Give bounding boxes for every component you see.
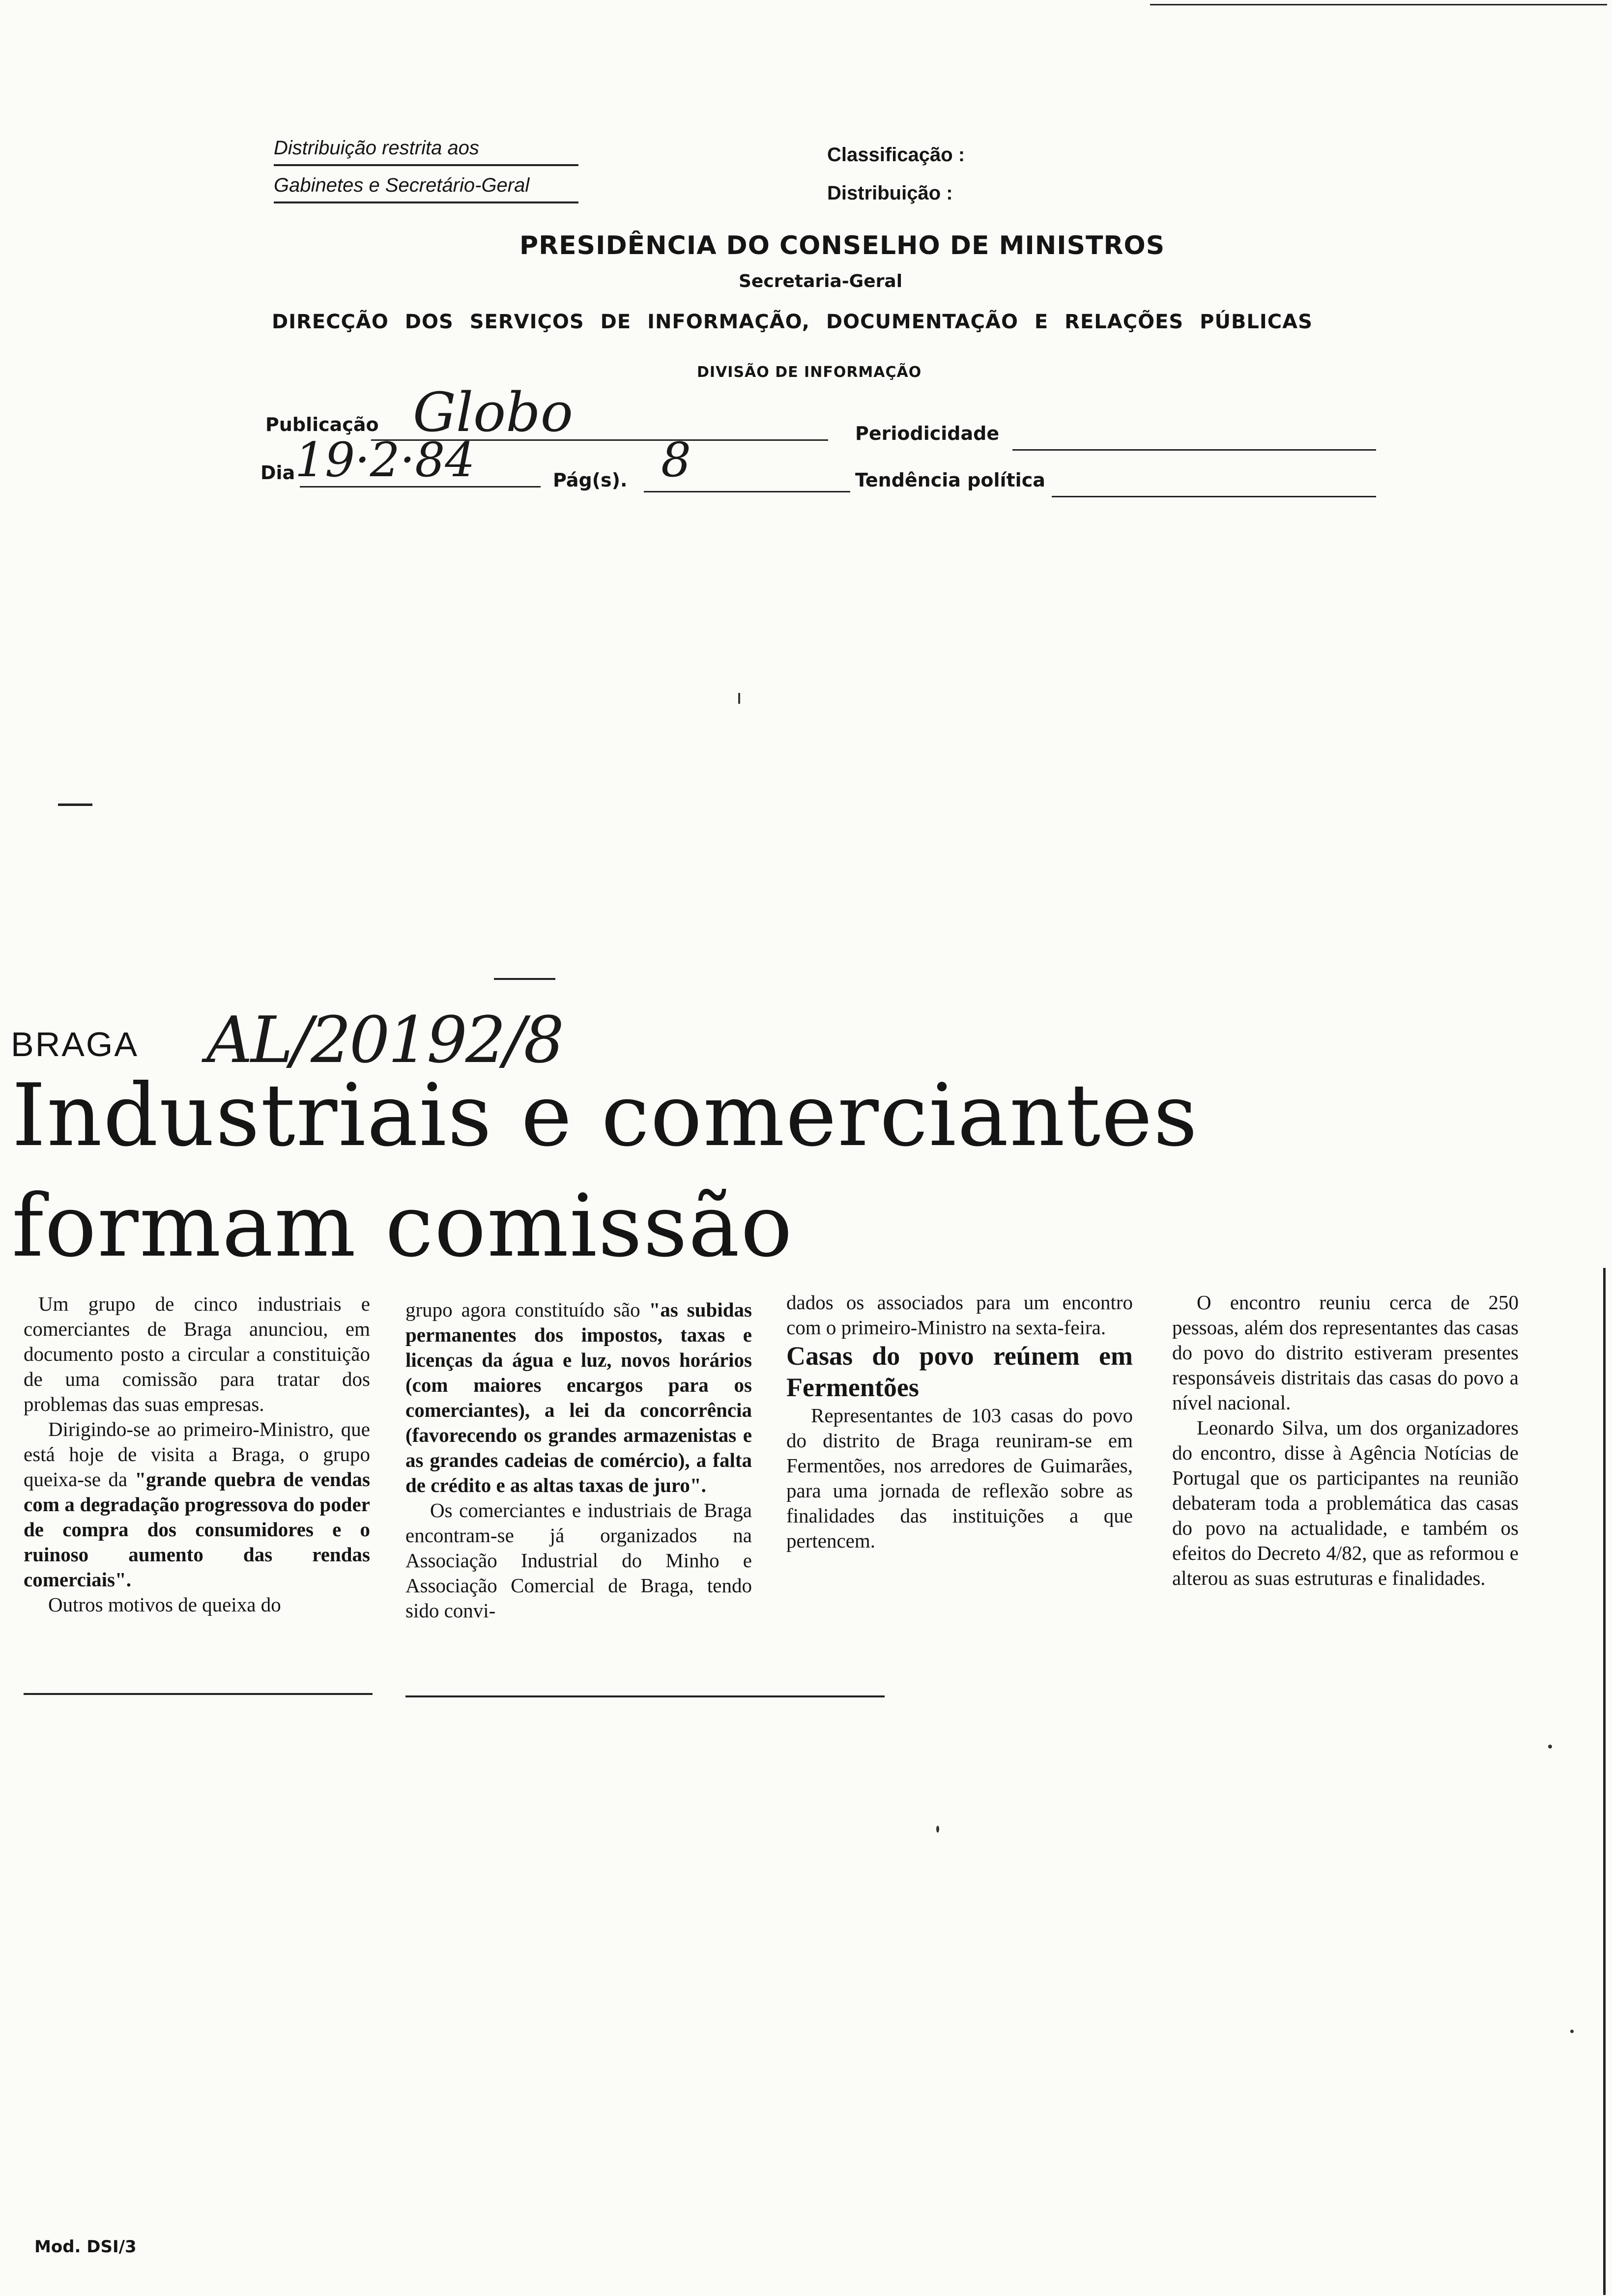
pages-label: Pág(s).	[553, 469, 628, 491]
article-headline-line-1: Industriais e comerciantes	[12, 1066, 1199, 1166]
column-3-paragraph-2: Representantes de 103 casas do povo do distrito de Braga reuniram-se em Fermentões, nos arredores de Guimarães, para uma jornada de reflexão sobre as finalidades das instituições a que pertencem.	[786, 1404, 1133, 1552]
stray-dash-mark	[58, 804, 92, 806]
day-label: Dia	[260, 462, 295, 484]
restricted-distribution-note	[274, 133, 578, 207]
column-2-paragraph-1	[405, 1297, 752, 1498]
organization-title: PRESIDÊNCIA DO CONSELHO DE MINISTROS	[519, 231, 1165, 260]
article-column-4	[1172, 1290, 1519, 1591]
column-1-quote-bold: "grande quebra de vendas com a degradação progressova do poder de compra dos consumidores e o ruinoso aumento das rendas comerciais".	[24, 1468, 370, 1591]
column-3-paragraph-1: dados os associados para um encontro com o primeiro-Ministro na sexta-feira.	[786, 1291, 1133, 1339]
column-2-paragraph-2: Os comerciantes e industriais de Braga encontram-se já organizados na Associação Industrial do Minho e Associação Comercial de Braga, tendo sido convi-	[405, 1499, 752, 1622]
column-2-bottom-rule	[405, 1695, 885, 1697]
publication-handwritten-value: Globo	[413, 381, 573, 444]
article-column-3	[786, 1290, 1133, 1553]
day-handwritten-value: 19·2·84	[295, 432, 475, 488]
division-title: DIVISÃO DE INFORMAÇÃO	[697, 364, 922, 381]
article-kicker: BRAGA	[11, 1025, 139, 1063]
column-4-paragraph-1: O encontro reuniu cerca de 250 pessoas, além dos representantes das casas do povo do distrito estiveram presentes responsáveis distritais das casas do povo a nível nacional.	[1172, 1291, 1519, 1414]
article-headline-line-2: formam comissão	[12, 1177, 794, 1276]
tendency-underline	[1052, 494, 1376, 497]
column-2-quote-bold: "as subidas permanentes dos impostos, taxas e licenças da água e luz, novos horários (com maiores encargos para os comerciantes), a lei da concorrência (favorecendo os grandes armazenistas e as grandes cadeias de comércio), a falta de crédito e as altas taxas de juro".	[405, 1298, 752, 1496]
scan-right-edge	[1603, 1268, 1606, 2295]
pages-handwritten-value: 8	[661, 432, 691, 488]
form-code: Mod. DSI/3	[34, 2237, 137, 2257]
column-2-paragraph-1-text: grupo agora constituído são	[405, 1298, 649, 1321]
department-title: DIRECÇÃO DOS SERVIÇOS DE INFORMAÇÃO, DOCUMENTAÇÃO E RELAÇÕES PÚBLICAS	[272, 311, 1313, 333]
classification-label: Classificação :	[827, 144, 965, 166]
column-1-bottom-rule	[24, 1693, 373, 1695]
column-3-subheading: Casas do povo reúnem em Fermentões	[786, 1341, 1133, 1402]
distribution-label: Distribuição :	[827, 182, 953, 204]
pages-underline	[644, 489, 850, 492]
day-underline	[300, 484, 541, 488]
scan-edge-line	[1150, 4, 1607, 5]
restricted-line-2: Gabinetes e Secretário-Geral	[274, 170, 578, 203]
stray-tick-mark	[738, 693, 740, 704]
headline-short-rule	[494, 978, 555, 980]
column-1-paragraph-2-text: Dirigindo-se ao primeiro-Ministro, que está hoje de visita a Braga, o grupo queixa-se da	[24, 1418, 370, 1491]
column-1-paragraph-1: Um grupo de cinco industriais e comerciantes de Braga anunciou, em documento posto a circular a constituição de uma comissão para tratar dos problemas das suas empresas.	[24, 1292, 370, 1415]
scan-speck	[1548, 1745, 1552, 1749]
scan-speck	[936, 1826, 939, 1833]
column-1-paragraph-3: Outros motivos de queixa do	[48, 1593, 281, 1616]
archive-reference-handwritten: AL/20192/8	[206, 1003, 563, 1077]
article-column-2	[405, 1297, 752, 1623]
column-1-paragraph-2	[24, 1417, 370, 1592]
periodicity-label: Periodicidade	[855, 423, 1000, 444]
article-column-1	[24, 1292, 370, 1617]
column-4-paragraph-2: Leonardo Silva, um dos organizadores do encontro, disse à Agência Notícias de Portugal que os participantes na reunião debateram toda a problemática das casas do povo na actualidade, e também os efeitos do Decreto 4/82, que as reformou e alterou as suas estruturas e finalidades.	[1172, 1416, 1519, 1589]
restricted-line-1: Distribuição restrita aos	[274, 133, 578, 166]
tendency-label: Tendência política	[855, 469, 1045, 491]
publication-label: Publicação	[265, 414, 379, 435]
periodicity-underline	[1012, 447, 1376, 451]
secretariat-title: Secretaria-Geral	[739, 271, 903, 291]
scan-speck	[1570, 2030, 1574, 2033]
